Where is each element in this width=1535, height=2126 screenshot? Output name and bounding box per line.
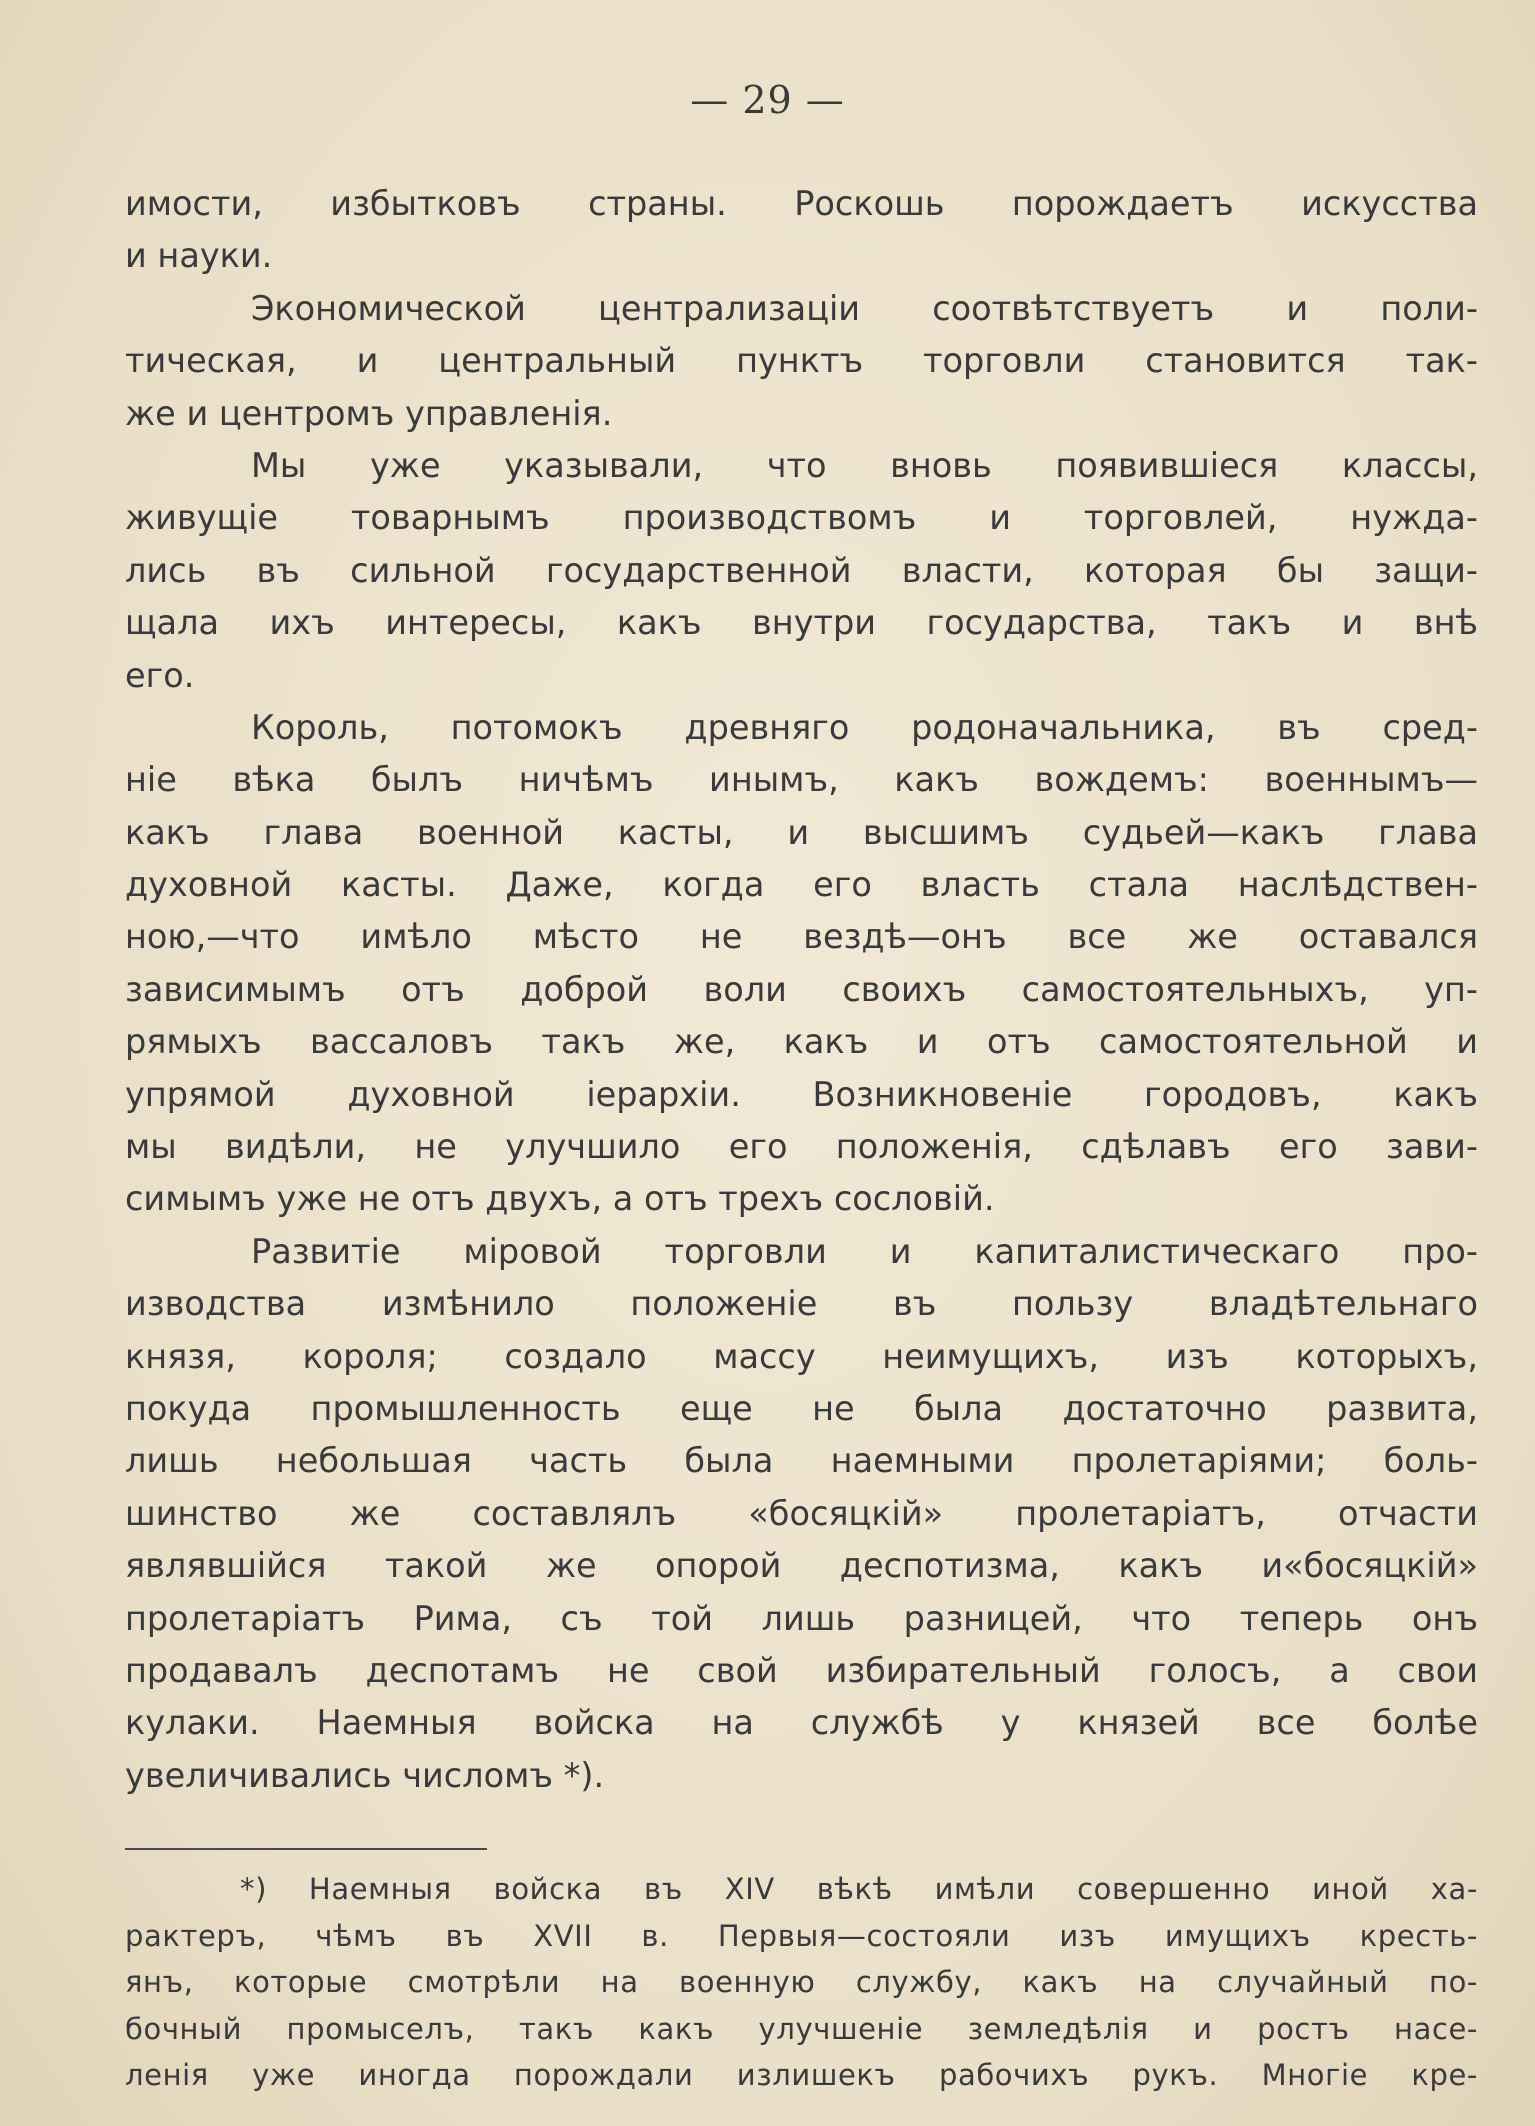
footnote [125,1866,1478,2099]
text-line: упрямой духовной іерархіи. Возникновеніе городовъ, какъ [125,1074,1478,1114]
footnote-line: рактеръ, чѣмъ въ XVII в. Первыя—состояли изъ имущихъ кресть- [125,1918,1478,1953]
text-line: ніе вѣка былъ ничѣмъ инымъ, какъ вождемъ: военнымъ— [125,760,1478,800]
text-line: же и центромъ управленія. [125,393,613,433]
text-line: лишь небольшая часть была наемными пролетаріями; боль- [125,1441,1478,1481]
text-line: симымъ уже не отъ двухъ, а отъ трехъ сословій. [125,1179,995,1219]
text-line: щала ихъ интересы, какъ внутри государства, такъ и внѣ [125,603,1478,643]
footnote-line: ленія уже иногда порождали излишекъ рабочихъ рукъ. Многіе кре- [125,2058,1478,2092]
text-line: шинство же составлялъ «босяцкій» пролетаріатъ, отчасти [125,1493,1478,1533]
text-line: какъ глава военной касты, и высшимъ судьей—какъ глава [125,812,1478,852]
text-line: лись въ сильной государственной власти, которая бы защи- [125,550,1478,590]
text-line: Экономической централизаціи соотвѣтствуетъ и поли- [251,288,1478,328]
text-line: Король, потомокъ древняго родоначальника, въ сред- [251,707,1478,747]
text-line: Развитіе міровой торговли и капиталистическаго про- [251,1231,1478,1271]
text-line: продавалъ деспотамъ не свой избирательный голосъ, а свои [125,1650,1478,1690]
text-line: ною,—что имѣло мѣсто не вездѣ—онъ все же оставался [125,917,1478,957]
text-line: зависимымъ отъ доброй воли своихъ самостоятельныхъ, уп- [125,969,1478,1009]
text-line: рямыхъ вассаловъ такъ же, какъ и отъ самостоятельной и [125,1022,1478,1062]
footnote-line: бочный промыселъ, такъ какъ улучшеніе земледѣлія и ростъ насе- [125,2011,1478,2046]
text-line: и науки. [125,236,273,276]
text-line: Мы уже указывали, что вновь появившіеся классы, [251,445,1478,485]
main-text [125,178,1478,1802]
text-line: духовной касты. Даже, когда его власть стала наслѣдствен- [125,865,1478,905]
footnote-line: янъ, которые смотрѣли на военную службу, какъ на случайный по- [125,1965,1478,1999]
text-line: его. [125,655,195,695]
text-line: имости, избытковъ страны. Роскошь порождаетъ искусства [125,184,1478,223]
text-line: покуда промышленность еще не была достаточно развита, [125,1388,1478,1428]
text-line: тическая, и центральный пунктъ торговли становится так- [125,341,1478,381]
page-number: — 29 — [690,78,845,122]
text-line: князя, короля; создало массу неимущихъ, изъ которыхъ, [125,1336,1478,1376]
text-line: живущіе товарнымъ производствомъ и торговлей, нужда- [125,498,1478,538]
text-line: пролетаріатъ Рима, съ той лишь разницей, что теперь онъ [125,1598,1478,1638]
text-line: мы видѣли, не улучшило его положенія, сдѣлавъ его зави- [125,1127,1478,1167]
text-line: увеличивались числомъ *). [125,1755,605,1795]
text-line: изводства измѣнило положеніе въ пользу владѣтельнаго [125,1284,1478,1324]
text-line: являвшійся такой же опорой деспотизма, какъ и«босяцкій» [125,1546,1478,1586]
footnote-line: *) Наемныя войска въ XIV вѣкѣ имѣли совершенно иной ха- [240,1872,1478,1906]
text-line: кулаки. Наемныя войска на службѣ у князей все болѣе [125,1703,1478,1743]
footnote-divider [125,1848,487,1850]
